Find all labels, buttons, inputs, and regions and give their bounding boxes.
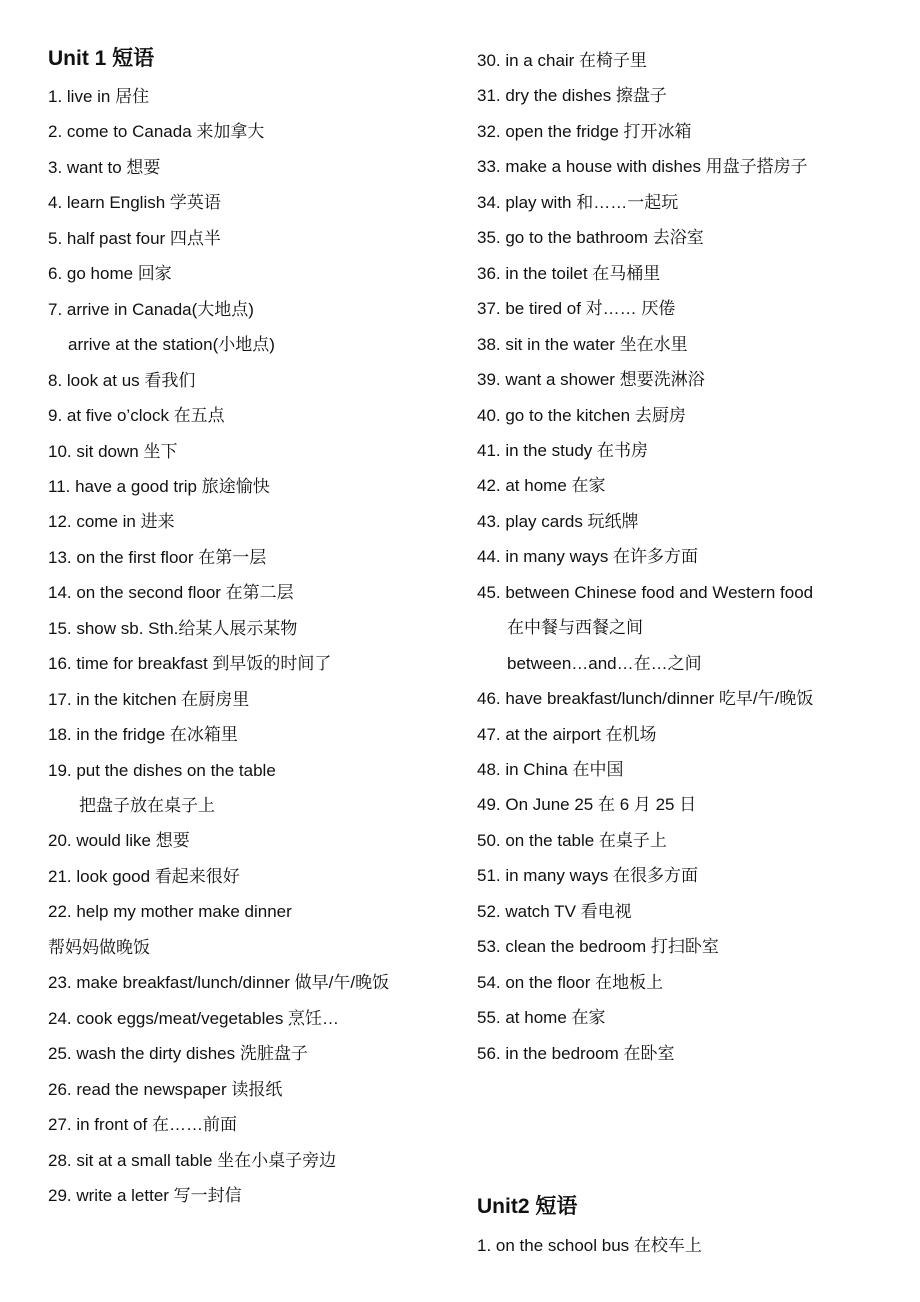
- unit1-heading: Unit 1 短语: [48, 47, 155, 70]
- phrase-line: 36. in the toilet 在马桶里: [477, 263, 661, 283]
- phrase-line: 15. show sb. Sth.给某人展示某物: [48, 618, 298, 638]
- phrase-line: arrive at the station(小地点): [68, 335, 275, 355]
- phrase-line: 47. at the airport 在机场: [477, 724, 657, 744]
- phrase-line: 45. between Chinese food and Western food: [477, 582, 814, 602]
- phrase-line: 32. open the fridge 打开冰箱: [477, 121, 692, 141]
- phrase-line: 24. cook eggs/meat/vegetables 烹饪…: [48, 1008, 340, 1028]
- phrase-line: 26. read the newspaper 读报纸: [48, 1079, 283, 1099]
- phrase-line: 20. would like 想要: [48, 831, 190, 851]
- phrase-line: 42. at home 在家: [477, 476, 606, 496]
- phrase-line: 14. on the second floor 在第二层: [48, 583, 294, 603]
- phrase-line: 39. want a shower 想要洗淋浴: [477, 370, 705, 390]
- phrase-line: 56. in the bedroom 在卧室: [477, 1043, 675, 1063]
- phrase-line: 50. on the table 在桌子上: [477, 830, 667, 850]
- phrase-line: 帮妈妈做晚饭: [48, 937, 150, 957]
- phrase-line: 34. play with 和……一起玩: [477, 192, 679, 212]
- phrase-line: 44. in many ways 在许多方面: [477, 547, 699, 567]
- phrase-line: 5. half past four 四点半: [48, 228, 221, 248]
- phrase-line: 4. learn English 学英语: [48, 193, 221, 213]
- phrase-line: 1. on the school bus 在校车上: [477, 1236, 702, 1255]
- phrase-line: 把盘子放在桌子上: [79, 796, 215, 815]
- phrase-line: 46. have breakfast/lunch/dinner 吃早/午/晚饭: [477, 689, 814, 709]
- phrase-line: 33. make a house with dishes 用盘子搭房子: [477, 157, 808, 177]
- phrase-line: 19. put the dishes on the table: [48, 760, 276, 780]
- phrase-line: 25. wash the dirty dishes 洗脏盘子: [48, 1044, 308, 1064]
- phrase-line: between…and…在…之间: [507, 653, 702, 673]
- phrase-line: 8. look at us 看我们: [48, 370, 196, 390]
- phrase-line: 18. in the fridge 在冰箱里: [48, 725, 238, 745]
- phrase-line: 1. live in 居住: [48, 87, 150, 106]
- phrase-line: 11. have a good trip 旅途愉快: [48, 476, 270, 496]
- phrase-line: 48. in China 在中国: [477, 760, 624, 779]
- phrase-line: 22. help my mother make dinner: [48, 902, 292, 922]
- phrase-line: 17. in the kitchen 在厨房里: [48, 689, 250, 709]
- phrase-line: 21. look good 看起来很好: [48, 866, 240, 886]
- phrase-line: 13. on the first floor 在第一层: [48, 547, 267, 567]
- phrase-line: 6. go home 回家: [48, 264, 172, 284]
- phrase-line: 43. play cards 玩纸牌: [477, 511, 639, 531]
- phrase-line: 53. clean the bedroom 打扫卧室: [477, 937, 719, 957]
- phrase-line: 54. on the floor 在地板上: [477, 972, 664, 992]
- phrase-line: 9. at five o’clock 在五点: [48, 406, 225, 426]
- unit2-heading: Unit2 短语: [477, 1195, 578, 1218]
- phrase-line: 38. sit in the water 坐在水里: [477, 334, 688, 354]
- phrase-line: 29. write a letter 写一封信: [48, 1185, 242, 1205]
- phrase-line: 49. On June 25 在 6 月 25 日: [477, 795, 697, 815]
- phrase-line: 37. be tired of 对…… 厌倦: [477, 299, 676, 319]
- phrase-line: 31. dry the dishes 擦盘子: [477, 86, 667, 106]
- phrase-line: 27. in front of 在……前面: [48, 1115, 237, 1135]
- phrase-line: 在中餐与西餐之间: [507, 618, 643, 638]
- phrase-line: 2. come to Canada 来加拿大: [48, 122, 265, 142]
- phrase-line: 12. come in 进来: [48, 512, 175, 532]
- phrase-line: 55. at home 在家: [477, 1008, 606, 1028]
- phrase-line: 30. in a chair 在椅子里: [477, 51, 648, 70]
- phrase-line: 23. make breakfast/lunch/dinner 做早/午/晚饭: [48, 973, 390, 993]
- phrase-line: 41. in the study 在书房: [477, 440, 649, 460]
- phrase-line: 35. go to the bathroom 去浴室: [477, 228, 704, 248]
- phrase-line: 10. sit down 坐下: [48, 441, 178, 461]
- phrase-line: 52. watch TV 看电视: [477, 901, 632, 921]
- phrase-line: 28. sit at a small table 坐在小桌子旁边: [48, 1150, 337, 1170]
- phrase-line: 7. arrive in Canada(大地点): [48, 299, 254, 319]
- phrase-line: 51. in many ways 在很多方面: [477, 866, 699, 886]
- phrase-line: 3. want to 想要: [48, 157, 161, 177]
- phrase-line: 16. time for breakfast 到早饭的时间了: [48, 654, 332, 674]
- phrase-line: 40. go to the kitchen 去厨房: [477, 405, 686, 425]
